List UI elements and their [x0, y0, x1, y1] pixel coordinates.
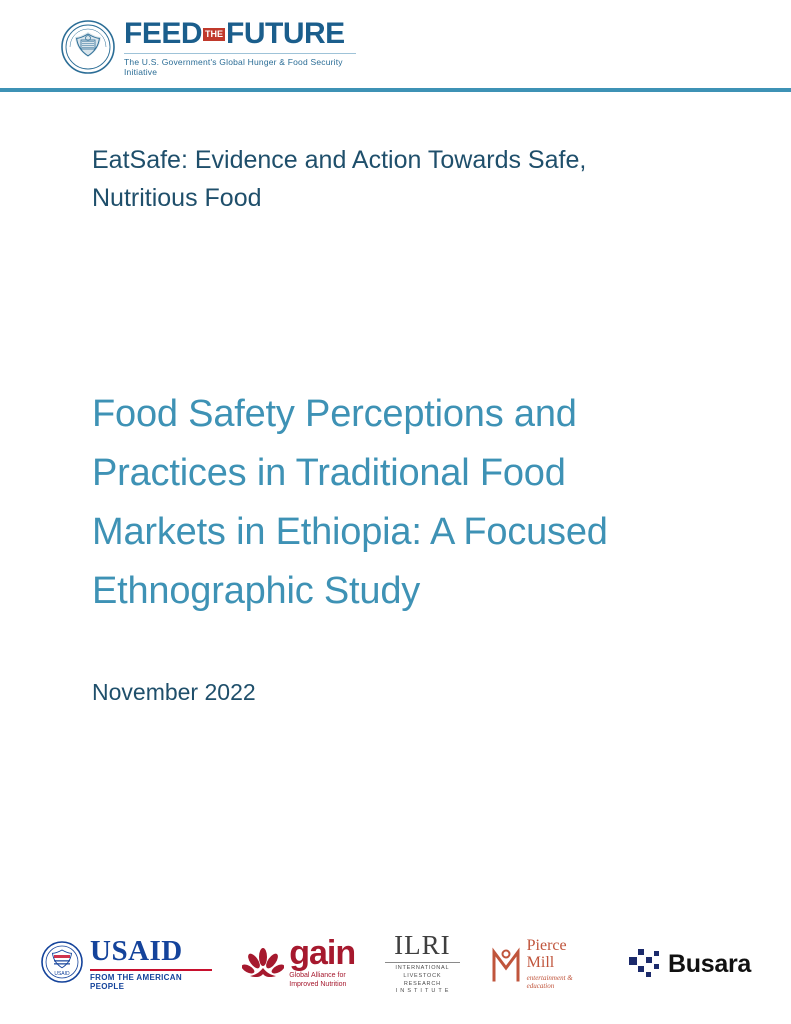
ilri-tagline-line1: INTERNATIONAL: [395, 964, 450, 971]
feed-the-future-tagline: The U.S. Government's Global Hunger & Food Security Initiative: [124, 53, 356, 77]
logo-busara: [628, 934, 751, 994]
gain-wordmark: gain: [289, 934, 356, 973]
page-header: [0, 0, 791, 92]
partner-logos: [0, 930, 791, 998]
logo-ilri: [385, 929, 459, 995]
logo-pierce-mill: [490, 934, 598, 994]
gain-tagline-line2: Improved Nutrition: [289, 980, 347, 988]
wordmark-future: FUTURE: [226, 17, 345, 50]
busara-squares-icon: [628, 948, 662, 980]
ilri-tagline-line3: I N S T I T U T E: [395, 988, 450, 995]
wordmark-the-badge: THE: [205, 29, 224, 39]
header-divider: [0, 88, 791, 92]
pierce-mill-monogram-icon: [490, 946, 522, 982]
page-title: Food Safety Perceptions and Practices in Traditional Food Markets in Ethiopia: A Focused Ethnographic Study: [92, 393, 608, 612]
cover-content: [0, 142, 791, 706]
wordmark-feed: FEED: [124, 17, 203, 50]
ilri-wordmark: ILRI: [394, 929, 451, 960]
usaid-tagline: FROM THE AMERICAN PEOPLE: [90, 969, 212, 991]
logo-gain: [242, 934, 355, 994]
ilri-tagline-line2: LIVESTOCK RESEARCH: [403, 972, 442, 987]
pierce-mill-wordmark-line1: Pierce: [526, 936, 567, 954]
series-title: EatSafe: Evidence and Action Towards Safe, Nutritious Food: [92, 146, 587, 212]
usaid-wordmark: USAID: [90, 935, 183, 967]
us-government-seal-icon: [60, 19, 116, 75]
pierce-mill-wordmark-line2: Mill: [526, 953, 555, 971]
logo-usaid: [40, 934, 212, 994]
usaid-seal-icon: [40, 940, 84, 989]
pierce-mill-tagline: entertainment & education: [526, 974, 573, 991]
svg-text:USAID: USAID: [54, 970, 70, 977]
gain-tagline-line1: Global Alliance for: [289, 972, 346, 980]
feed-the-future-logo: [60, 18, 356, 76]
busara-wordmark: Busara: [668, 949, 751, 978]
gain-leaf-icon: [242, 944, 284, 984]
feed-the-future-wordmark: [124, 19, 356, 49]
publication-date: November 2022: [92, 678, 256, 705]
